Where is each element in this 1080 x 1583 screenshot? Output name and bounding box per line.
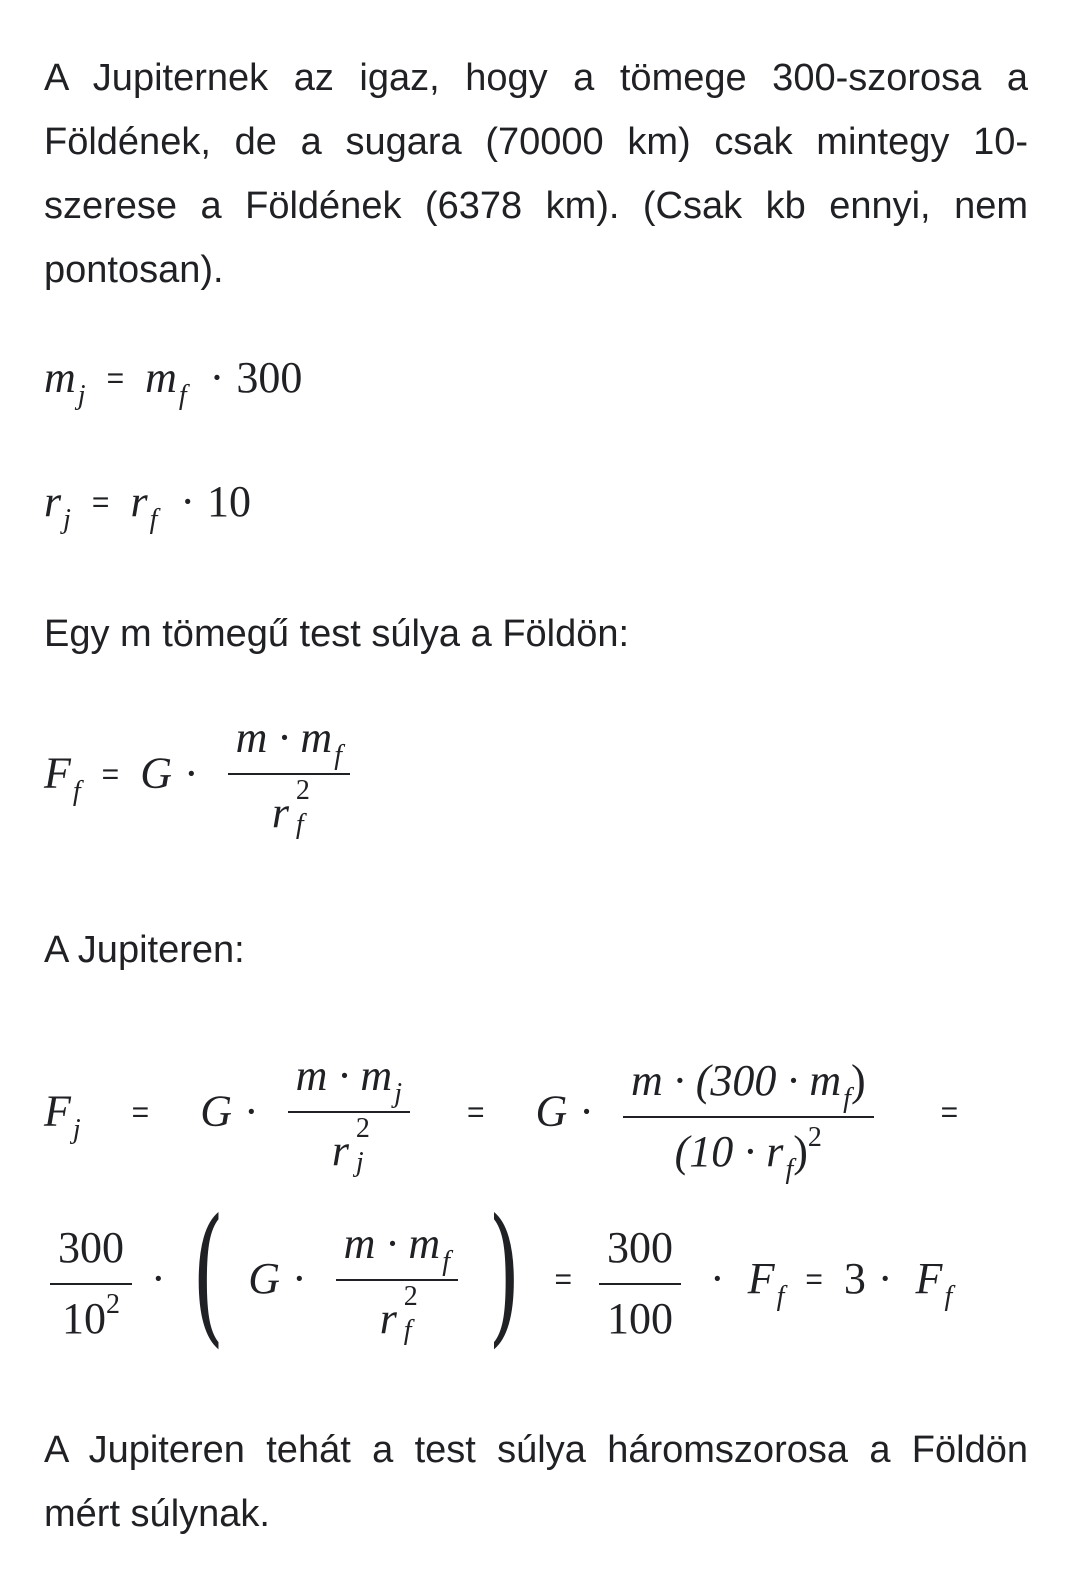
equation-radius: $r_j = r_f \cdot 10$ (44, 477, 251, 535)
fraction-jupiter-2: $\frac{m \cdot (300 \cdot m_f)}{(10 \cdot r_f)^2}$ (623, 1055, 874, 1177)
fraction-300-over-10sq: $\frac{300}{10^2}$ (50, 1222, 132, 1344)
equation-jupiter-weight: $F_j = G$ · $m \cdot m_j$ r 2 j = G · $\frac{m \cdot (300 \cdot m_f)}{(10 \cdot r_f)^2}$ = (44, 1051, 959, 1185)
intro-paragraph: A Jupiternek az igaz, hogy a tömege 300-szorosa a Földének, de a sugara (70000 km) csak mintegy 10-szerese a Földének (6378 km). (Csak kb ennyi, nem pontosan). (44, 57, 1028, 291)
fraction-earth-inner: $m \cdot m_f$ r 2 f (336, 1218, 458, 1349)
fraction-300-over-100: $\frac{300}{100}$ (599, 1222, 681, 1344)
left-paren: ( (191, 1188, 225, 1362)
right-paren: ) (488, 1188, 521, 1362)
equation-mass: $m_j = m_f \cdot 300$ (44, 353, 303, 411)
conclusion-paragraph: A Jupiteren tehát a test súlya háromszorosa a Földön mért súlynak. (44, 1429, 1028, 1535)
earth-weight-text: Egy m tömegű test súlya a Földön: (44, 613, 630, 655)
fraction-jupiter-1: $m \cdot m_j$ r 2 j (288, 1050, 410, 1181)
jupiter-text: A Jupiteren: (44, 929, 245, 971)
fraction-earth: $m \cdot m_f$ r 2 f (228, 712, 350, 843)
equation-earth-weight: $F_f = G$ · $m \cdot m_f$ r 2 f (44, 712, 356, 843)
equation-ratio: $\frac{300}{10^2}$ · ( G · $m \cdot m_f$ r 2 f ) = $\frac{300}{100}$ · $F_f = 3 \cdot F_f$ (44, 1208, 952, 1358)
